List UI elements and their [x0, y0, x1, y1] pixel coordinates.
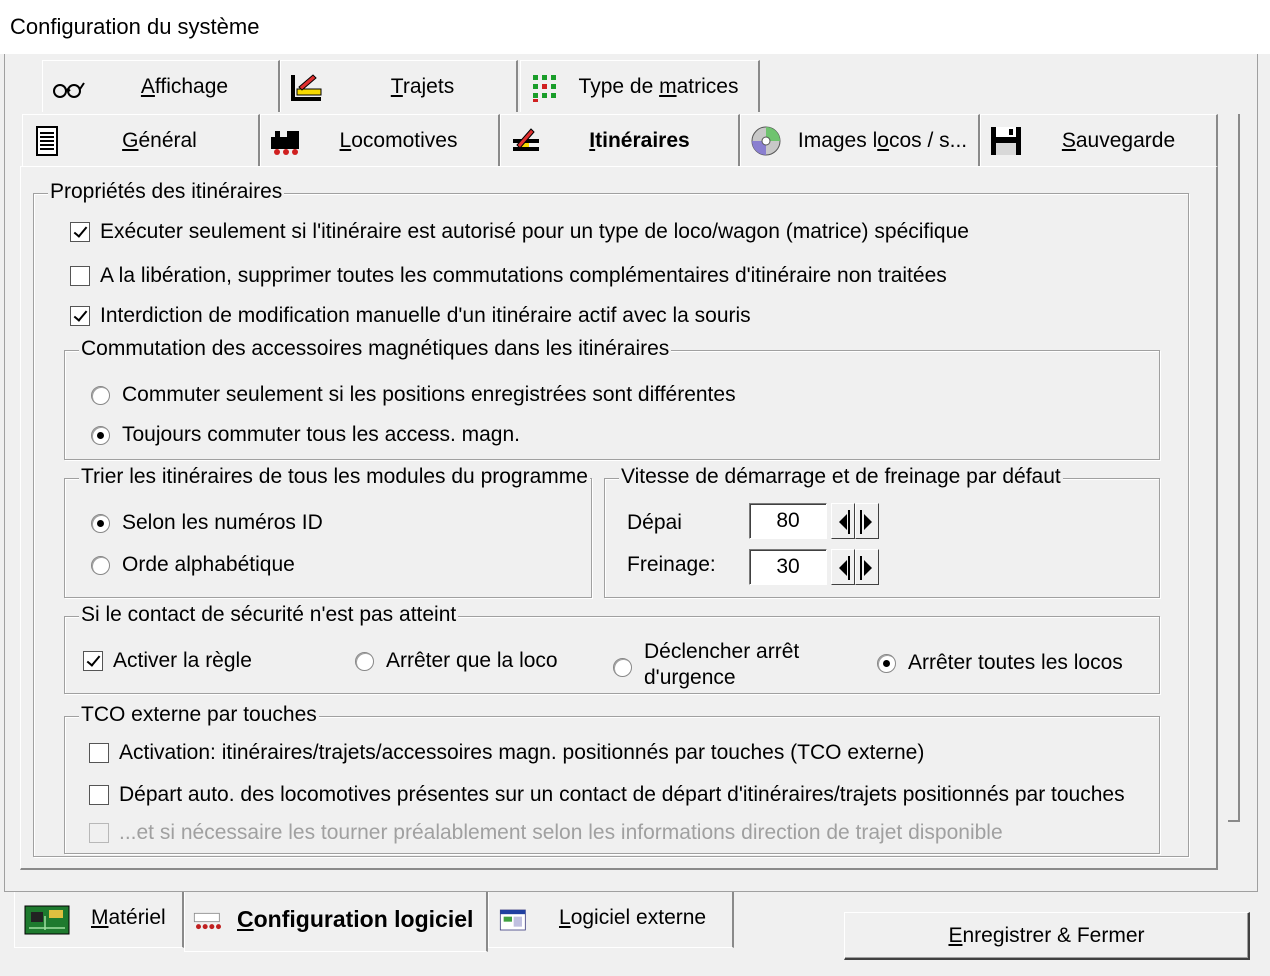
option-tourner-prealablement-label: ...et si nécessaire les tourner préalablement selon les informations direction de trajet disponible — [119, 821, 1003, 844]
radio-selon-numeros-id[interactable] — [91, 511, 323, 535]
itineraires-tab-page — [20, 166, 1218, 870]
radio-toujours-commuter[interactable] — [91, 423, 520, 447]
radio-ordre-alphabetique[interactable] — [91, 553, 295, 577]
tab-locomotives[interactable] — [260, 114, 500, 166]
radio-arreter-que-loco[interactable] — [355, 649, 558, 673]
tab-images-locos[interactable] — [740, 114, 980, 166]
depart-label: Dépai — [627, 511, 682, 534]
group-vitesse — [604, 465, 1160, 598]
radio-arreter-que-loco-button[interactable] — [355, 652, 374, 671]
tab-affichage[interactable] — [42, 60, 280, 112]
tab-itineraires[interactable] — [500, 114, 740, 166]
freinage-speed-spinner — [831, 549, 879, 585]
depart-speed-spinner — [831, 503, 879, 539]
radio-commuter-si-differentes-label: Commuter seulement si les positions enregistrées sont différentes — [122, 383, 736, 406]
option-activer-regle[interactable] — [83, 649, 252, 673]
windows-app-icon — [497, 904, 537, 936]
group-securite-legend: Si le contact de sécurité n'est pas atteint — [81, 603, 457, 626]
radio-arret-urgence-label: Déclencher arrêt d'urgence — [644, 640, 800, 689]
document-icon — [31, 125, 65, 157]
freinage-decrease-button[interactable] — [831, 549, 855, 585]
tab-trajets[interactable] — [280, 60, 518, 112]
radio-arreter-toutes-locos[interactable] — [877, 651, 1123, 675]
option-activation-tco-label: Activation: itinéraires/trajets/accessoires magn. positionnés par touches (TCO externe) — [119, 741, 925, 764]
option-tourner-prealablement — [89, 821, 1003, 845]
depart-speed-input[interactable]: 80 — [749, 503, 827, 539]
group-proprietes-itineraires — [33, 180, 1189, 857]
tab-logiciel-externe-label: Logiciel externe — [559, 906, 707, 929]
tab-affichage-label: Affichage — [140, 75, 229, 98]
option-depart-auto-label: Départ auto. des locomotives présentes sur un contact de départ d'itinéraires/trajets positionnés par touches — [119, 783, 1125, 806]
radio-selon-numeros-id-label: Selon les numéros ID — [122, 511, 323, 534]
group-securite — [64, 603, 1160, 694]
radio-toujours-commuter-label: Toujours commuter tous les access. magn. — [122, 423, 520, 446]
group-trier — [64, 465, 592, 598]
option-activer-regle-label: Activer la règle — [113, 649, 252, 672]
radio-arret-urgence-button[interactable] — [613, 658, 632, 677]
circuit-board-icon — [23, 904, 71, 936]
option-interdiction-modification-label: Interdiction de modification manuelle d'un itinéraire actif avec la souris — [100, 304, 751, 327]
option-liberation-supprimer-label: A la libération, supprimer toutes les commutations complémentaires d'itinéraire non traitées — [100, 264, 947, 287]
group-commutation-legend: Commutation des accessoires magnétiques dans les itinéraires — [81, 337, 670, 360]
glasses-icon — [51, 71, 85, 103]
wdp-logo-icon — [191, 904, 231, 936]
freinage-label: Freinage: — [627, 553, 716, 576]
matrix-grid-icon — [529, 71, 563, 103]
tab-control-shadow — [1228, 114, 1240, 822]
group-proprietes-legend: Propriétés des itinéraires — [50, 180, 283, 203]
group-tco-externe — [64, 703, 1160, 854]
radio-arreter-toutes-locos-button[interactable] — [877, 654, 896, 673]
title-bar — [0, 0, 1270, 54]
tab-materiel-label: Matériel — [91, 906, 166, 929]
radio-commuter-si-differentes[interactable] — [91, 383, 736, 407]
cd-icon — [749, 125, 783, 157]
radio-arreter-toutes-locos-label: Arrêter toutes les locos — [908, 651, 1123, 674]
option-execute-si-autorise-label: Exécuter seulement si l'itinéraire est autorisé pour un type de loco/wagon (matrice) spécifique — [100, 220, 969, 243]
tab-images-locos-label: Images locos / s... — [797, 129, 968, 152]
group-commutation — [64, 337, 1160, 460]
tab-configuration-logiciel-label: Configuration logiciel — [237, 906, 474, 932]
option-interdiction-modification[interactable] — [70, 304, 751, 328]
save-and-close-button[interactable] — [844, 912, 1250, 960]
freinage-increase-button[interactable] — [855, 549, 879, 585]
option-liberation-supprimer[interactable] — [70, 264, 947, 288]
freinage-speed-input[interactable]: 30 — [749, 549, 827, 585]
radio-selon-numeros-id-button[interactable] — [91, 514, 110, 533]
tab-sauvegarde[interactable] — [980, 114, 1218, 166]
floppy-icon — [989, 125, 1023, 157]
checkbox-activer-regle[interactable] — [83, 651, 103, 671]
radio-ordre-alphabetique-label: Orde alphabétique — [122, 553, 295, 576]
radio-arreter-que-loco-label: Arrêter que la loco — [386, 649, 558, 672]
save-button-label: nregistrer & Fermer — [962, 924, 1145, 947]
tab-trajets-label: Trajets — [390, 75, 455, 98]
radio-toujours-commuter-button[interactable] — [91, 426, 110, 445]
tab-materiel[interactable] — [14, 892, 184, 948]
option-depart-auto[interactable] — [89, 783, 1125, 807]
tab-logiciel-externe[interactable] — [488, 892, 734, 948]
group-tco-legend: TCO externe par touches — [81, 703, 317, 726]
tab-sauvegarde-label: Sauvegarde — [1061, 129, 1176, 152]
depart-increase-button[interactable] — [855, 503, 879, 539]
checkbox-depart-auto[interactable] — [89, 785, 109, 805]
tab-general[interactable] — [22, 114, 260, 166]
checkbox-interdiction-modification[interactable] — [70, 306, 90, 326]
checkbox-liberation-supprimer[interactable] — [70, 266, 90, 286]
tab-type-de-matrices[interactable] — [520, 60, 760, 112]
group-trier-legend: Trier les itinéraires de tous les modules du programme — [81, 465, 588, 488]
option-execute-si-autorise[interactable] — [70, 220, 969, 244]
tab-locomotives-label: Locomotives — [339, 129, 458, 152]
checkbox-execute-si-autorise[interactable] — [70, 222, 90, 242]
itinerary-pen-icon — [509, 125, 543, 157]
tab-type-de-matrices-label: Type de matrices — [578, 75, 739, 98]
checkbox-activation-tco[interactable] — [89, 743, 109, 763]
tab-general-label: Général — [122, 129, 197, 152]
route-pen-icon — [289, 71, 323, 103]
radio-commuter-si-differentes-button[interactable] — [91, 386, 110, 405]
tab-configuration-logiciel[interactable] — [184, 892, 488, 952]
radio-ordre-alphabetique-button[interactable] — [91, 556, 110, 575]
group-vitesse-legend: Vitesse de démarrage et de freinage par défaut — [621, 465, 1061, 488]
tab-itineraires-label: Itinéraires — [589, 129, 690, 152]
window-title: Configuration du système — [10, 14, 260, 39]
save-button-mnemonic: E — [948, 924, 963, 947]
radio-arret-urgence[interactable] — [613, 639, 799, 691]
checkbox-tourner-prealablement — [89, 823, 109, 843]
option-activation-tco[interactable] — [89, 741, 924, 765]
locomotive-icon — [269, 125, 303, 157]
depart-decrease-button[interactable] — [831, 503, 855, 539]
